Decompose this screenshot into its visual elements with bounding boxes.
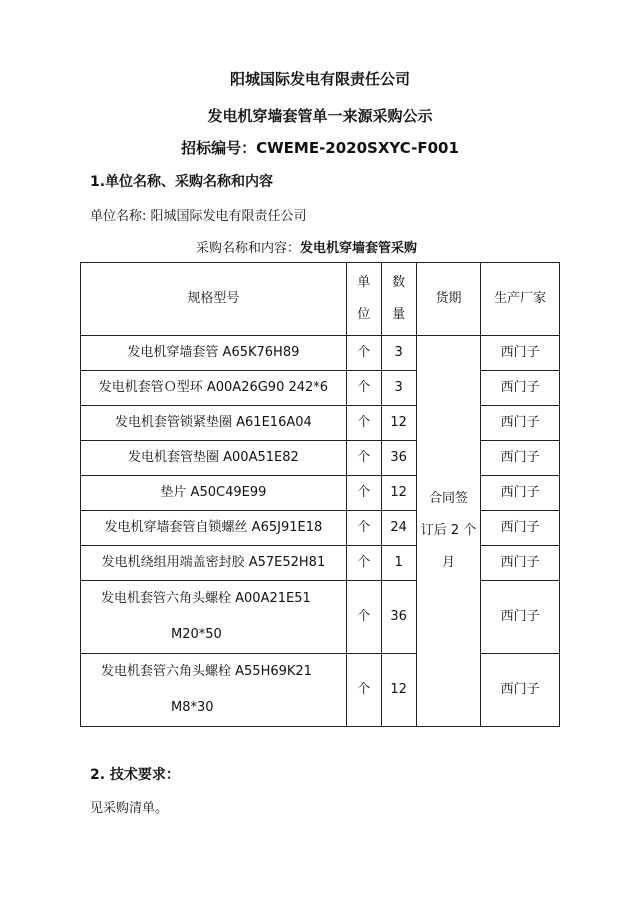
cell-unit: 个	[346, 546, 381, 581]
cell-maker: 西门子	[481, 336, 560, 371]
cell-maker: 西门子	[481, 511, 560, 546]
cell-qty: 3	[381, 336, 416, 371]
header-lead: 货期	[416, 263, 481, 336]
header-unit	[346, 263, 381, 336]
table-row	[81, 406, 560, 441]
header-qty-line2: 量	[392, 307, 406, 322]
table-row	[81, 336, 560, 371]
cell-qty: 12	[381, 654, 416, 727]
table-row	[81, 441, 560, 476]
table-row	[81, 511, 560, 546]
lead-time-line3: 月	[441, 555, 455, 570]
header-qty-line1: 数	[392, 275, 406, 290]
cell-unit: 个	[346, 476, 381, 511]
cell-spec: 发电机套管垫圈 A00A51E82	[81, 441, 347, 476]
header-qty	[381, 263, 416, 336]
unit-label: 单位名称:	[90, 209, 147, 224]
cell-spec	[81, 654, 347, 727]
cell-maker: 西门子	[481, 546, 560, 581]
cell-spec: 垫片 A50C49E99	[81, 476, 347, 511]
cell-spec-line1: 发电机套管六角头螺栓 A55H69K21	[101, 664, 312, 679]
cell-spec: 发电机穿墙套管 A65K76H89	[81, 336, 347, 371]
unit-value: 阳城国际发电有限责任公司	[150, 209, 307, 224]
cell-qty: 24	[381, 511, 416, 546]
cell-unit: 个	[346, 371, 381, 406]
cell-qty: 36	[381, 441, 416, 476]
section2-heading: 2. 技术要求：	[90, 767, 180, 783]
header-unit-line2: 位	[357, 307, 371, 322]
table-row	[81, 546, 560, 581]
section2-text: 见采购清单。	[90, 801, 169, 816]
cell-qty: 36	[381, 581, 416, 654]
procurement-table	[80, 262, 560, 727]
cell-spec-line2: M8*30	[171, 700, 214, 715]
cell-maker: 西门子	[481, 406, 560, 441]
cell-spec: 发电机绕组用端盖密封胶 A57E52H81	[81, 546, 347, 581]
table-row	[81, 581, 560, 654]
cell-qty: 12	[381, 406, 416, 441]
cell-unit: 个	[346, 654, 381, 727]
table-row	[81, 476, 560, 511]
cell-unit: 个	[346, 511, 381, 546]
header-unit-line1: 单	[357, 275, 371, 290]
lead-time-line2: 订后 2 个	[420, 523, 477, 538]
cell-maker: 西门子	[481, 371, 560, 406]
cell-spec: 发电机穿墙套管自锁螺丝 A65J91E18	[81, 511, 347, 546]
cell-unit: 个	[346, 441, 381, 476]
header-spec: 规格型号	[81, 263, 347, 336]
cell-maker: 西门子	[481, 581, 560, 654]
cell-maker: 西门子	[481, 441, 560, 476]
cell-maker: 西门子	[481, 654, 560, 727]
table-row	[81, 654, 560, 727]
cell-spec: 发电机套管Ｏ型环 A00A26G90 242*6	[81, 371, 347, 406]
cell-lead-time	[416, 336, 481, 727]
cell-unit: 个	[346, 406, 381, 441]
cell-unit: 个	[346, 581, 381, 654]
purchase-value: 发电机穿墙套管采购	[300, 241, 418, 256]
cell-unit: 个	[346, 336, 381, 371]
cell-qty: 12	[381, 476, 416, 511]
cell-spec-line1: 发电机套管六角头螺栓 A00A21E51	[101, 591, 311, 606]
section1-heading: 1.单位名称、采购名称和内容	[90, 174, 274, 190]
notice-title: 发电机穿墙套管单一来源采购公示	[207, 107, 433, 125]
bid-number: 招标编号：CWEME-2020SXYC-F001	[181, 139, 459, 157]
cell-qty: 3	[381, 371, 416, 406]
purchase-label: 采购名称和内容：	[196, 241, 301, 256]
purchase-line	[196, 237, 417, 256]
cell-spec: 发电机套管锁紧垫圈 A61E16A04	[81, 406, 347, 441]
cell-spec-line2: M20*50	[171, 627, 222, 642]
cell-spec	[81, 581, 347, 654]
cell-qty: 1	[381, 546, 416, 581]
company-title: 阳城国际发电有限责任公司	[229, 70, 410, 88]
unit-name-line	[90, 205, 307, 224]
header-maker: 生产厂家	[481, 263, 560, 336]
table-header-row	[81, 263, 560, 336]
lead-time-line1: 合同签	[428, 491, 468, 506]
table-row	[81, 371, 560, 406]
cell-maker: 西门子	[481, 476, 560, 511]
